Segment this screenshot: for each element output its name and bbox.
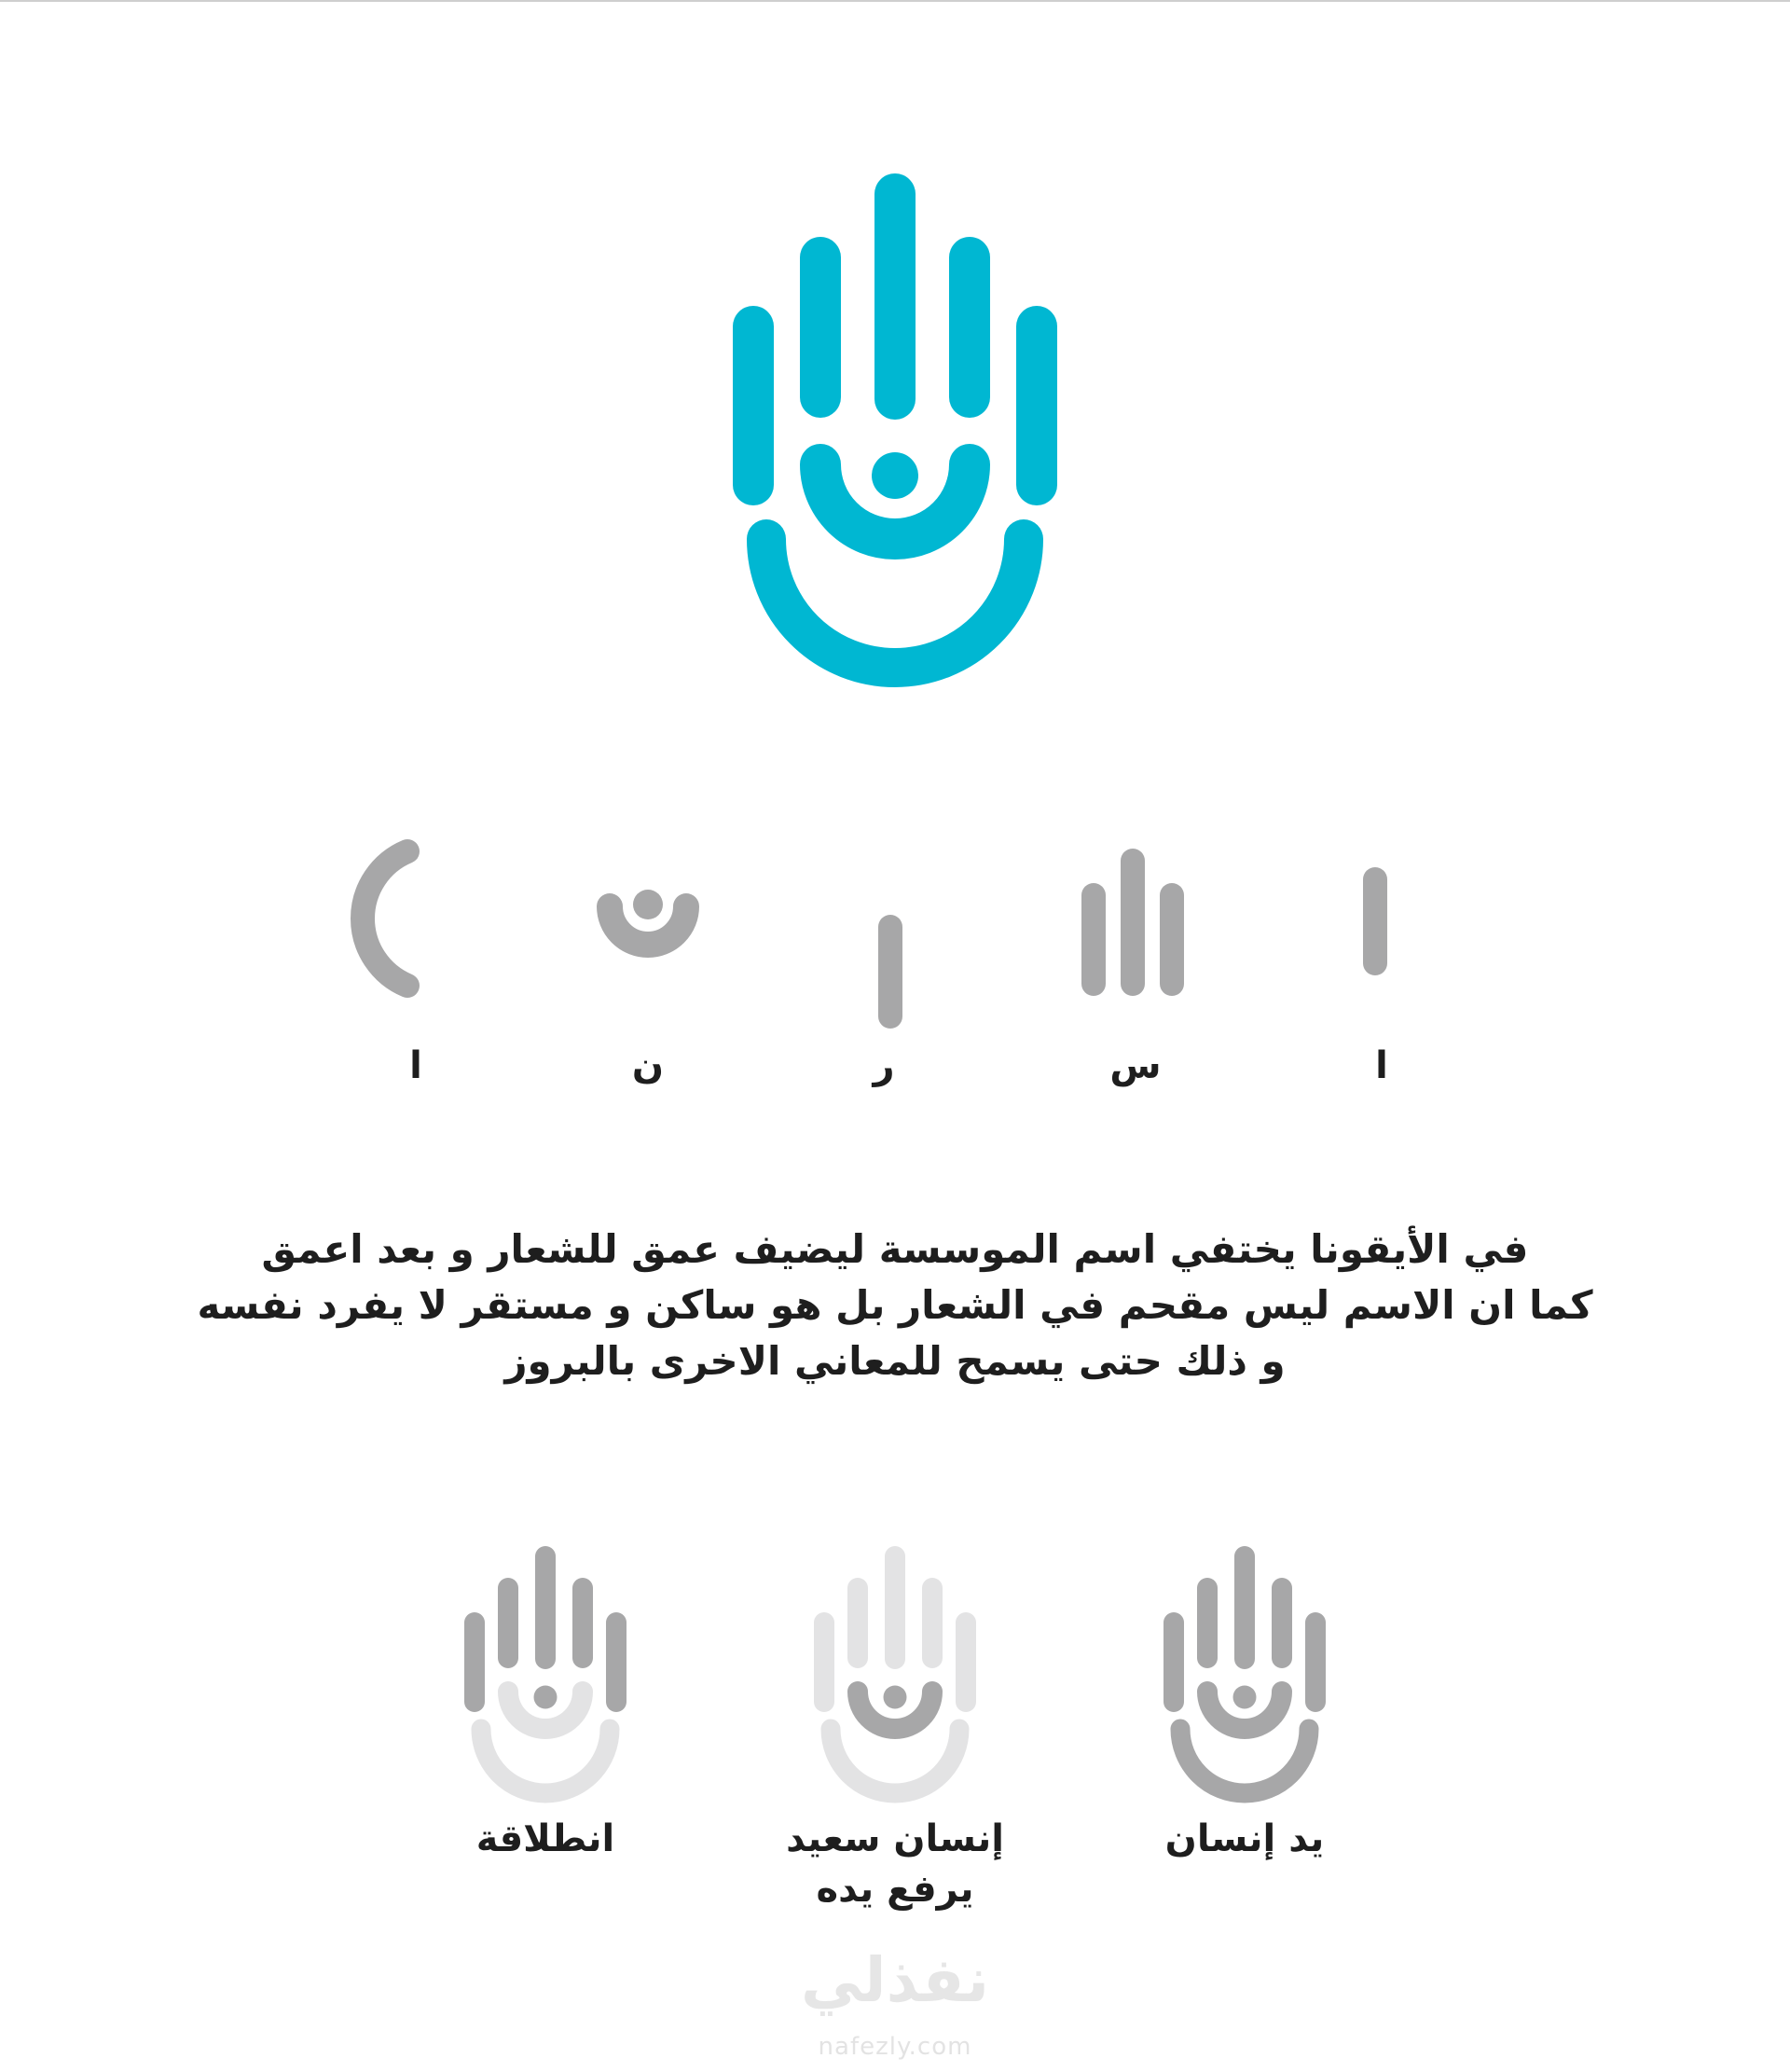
variant-label-launch (378, 1814, 713, 1864)
description-line-1: في الأيقونا يختفي اسم الموسسة ليضيف عمق للشعار و بعد اعمق (261, 1226, 1529, 1272)
variant-label-happy-person-line1: إنسان سعيد (786, 1817, 1004, 1860)
watermark-url: nafezly.com (818, 2033, 972, 2061)
description-line-2: كما ان الاسم ليس مقحم في الشعار بل هو ساكن و مستقر لا يفرد نفسه (197, 1282, 1593, 1328)
alef-arc-icon (345, 835, 438, 1002)
letter-label-ra: ر (873, 1044, 895, 1087)
variant-label-human-hand (1077, 1814, 1412, 1864)
variant-label-human-hand-line1: يد إنسان (1164, 1817, 1325, 1860)
hand-human-icon (1151, 1543, 1338, 1804)
letter-label-alef-left: ا (409, 1044, 422, 1087)
hand-happy-person-icon (802, 1543, 988, 1804)
top-divider (0, 0, 1790, 2)
seen-bars-icon (1067, 844, 1198, 1002)
description-line-3: و ذلك حتى يسمح للمعاني الاخرى بالبروز (504, 1338, 1286, 1384)
variant-label-happy-person (727, 1814, 1063, 1914)
letter-label-seen: س (1109, 1044, 1162, 1087)
letter-label-noon: ن (631, 1044, 665, 1087)
noon-shape-icon (583, 881, 713, 974)
variant-label-launch-line1: انطلاقة (475, 1817, 615, 1860)
ra-bar-icon (862, 912, 918, 1033)
watermark-logo-text: نفذلي (801, 1944, 989, 2016)
description-paragraph (186, 1222, 1604, 1389)
hand-launch-icon (452, 1543, 639, 1804)
alef-bar-icon (1347, 863, 1403, 984)
letter-label-alef-right: ا (1375, 1044, 1388, 1087)
variant-label-happy-person-line2: يرفع يده (816, 1868, 974, 1911)
hand-logo-icon (709, 168, 1081, 690)
